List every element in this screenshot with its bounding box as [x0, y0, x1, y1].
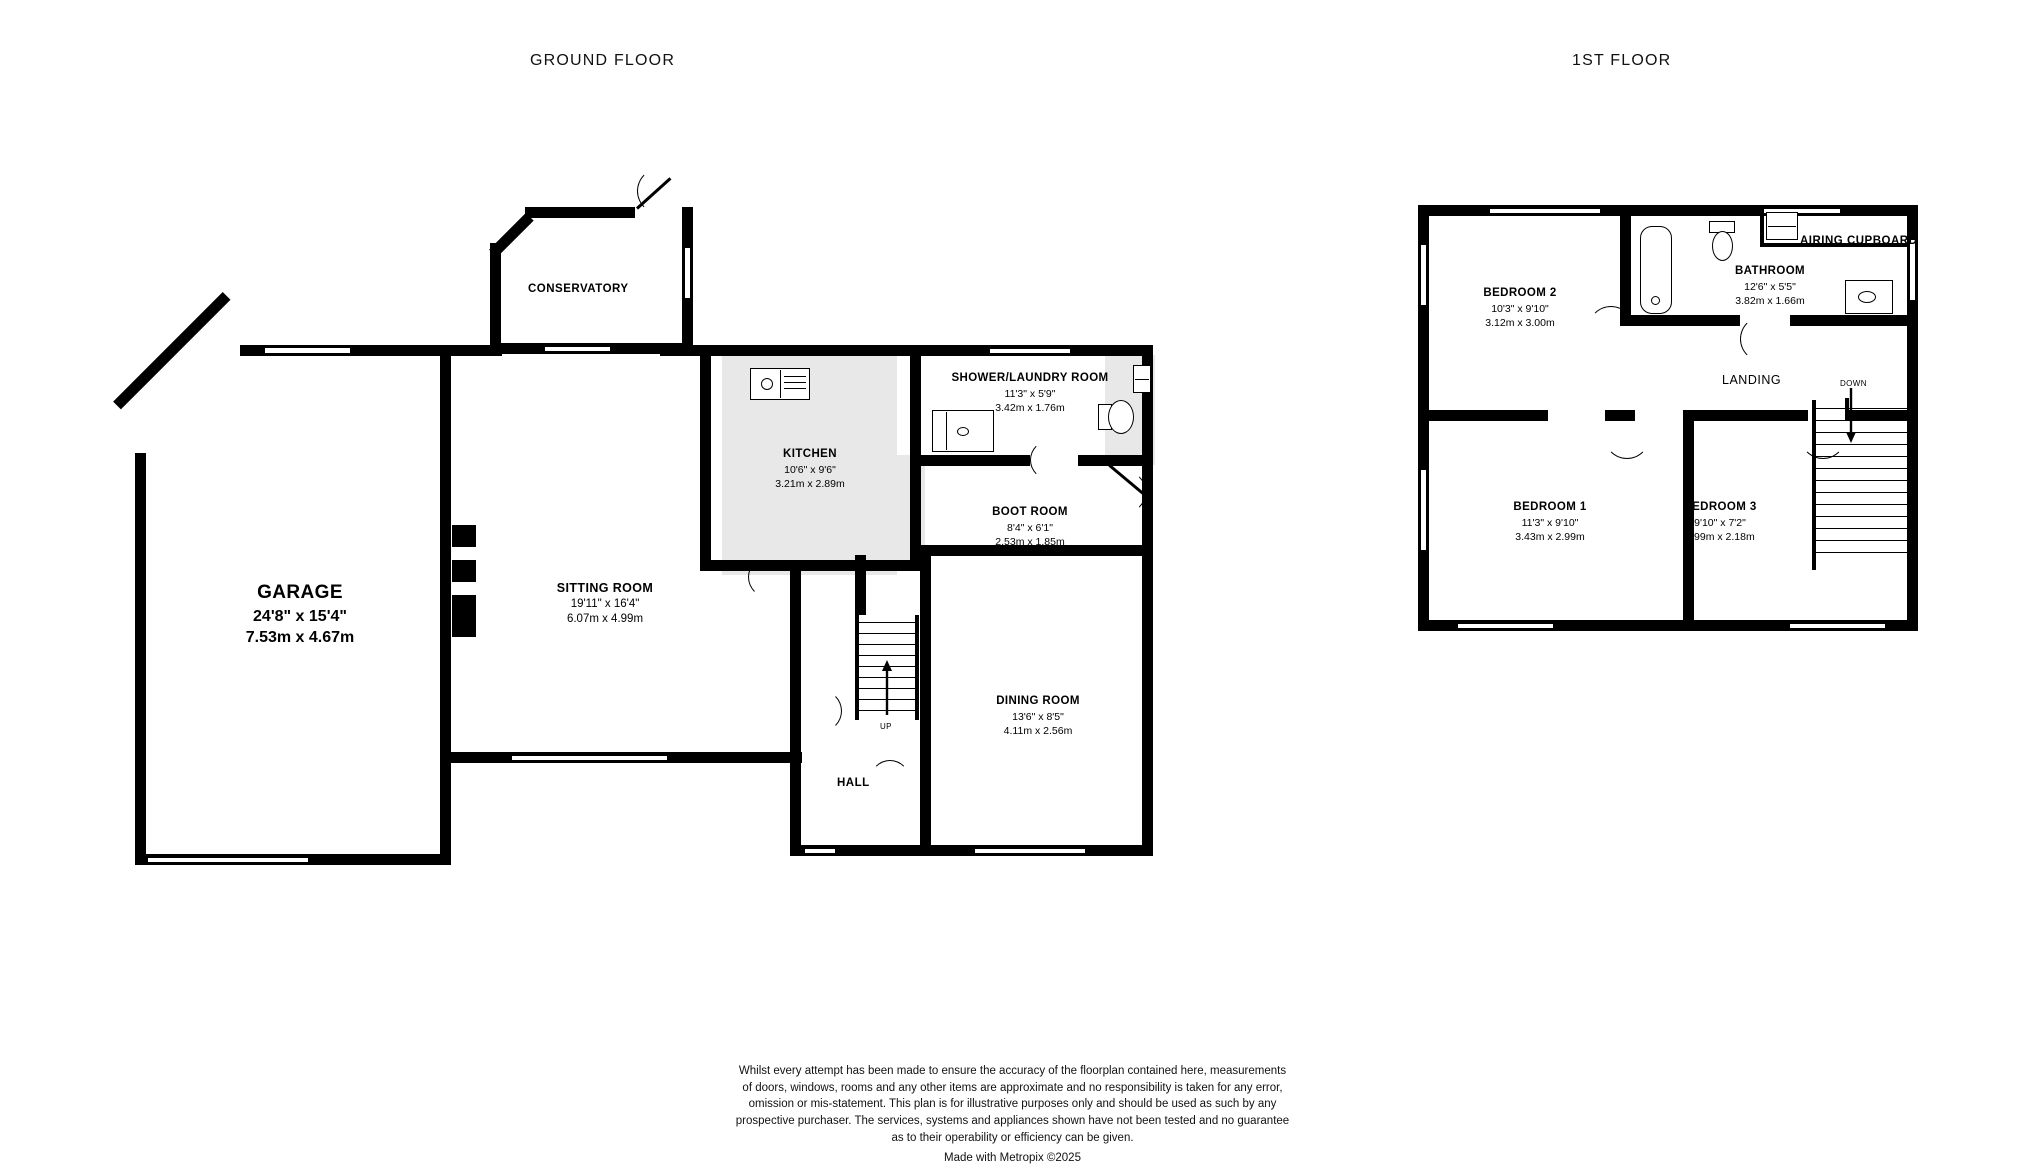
conservatory-door-arc — [637, 168, 683, 214]
room-imperial: 13'6" x 8'5" — [1012, 710, 1064, 723]
sitting-room-wall-top — [440, 345, 502, 356]
kitchen-wall-top — [705, 345, 920, 356]
room-metric: 2.99m x 2.18m — [1685, 530, 1755, 543]
bathroom-window-right — [1908, 240, 1917, 300]
room-name: BEDROOM 2 — [1483, 287, 1557, 299]
room-label-kitchen — [725, 447, 895, 491]
conservatory-wall-left — [490, 243, 501, 353]
sitting-room-door-arc — [748, 556, 790, 598]
hall-window-bottom — [805, 847, 835, 855]
sitting-room-wall-right-lower — [790, 560, 801, 763]
airing-cupboard-wall-left — [1760, 205, 1764, 245]
stairs-up-arrow — [880, 660, 894, 715]
bathroom-wall-bottom-2 — [1790, 315, 1908, 326]
kitchen-tap — [761, 378, 773, 390]
landing-stair-tread-1 — [1814, 408, 1907, 409]
room-name: BEDROOM 3 — [1683, 501, 1757, 513]
landing-stair-tread-6 — [1814, 468, 1907, 469]
stair-tread-2 — [857, 633, 917, 634]
room-label-bedroom-2 — [1420, 286, 1620, 330]
bedroom1-door-arc — [1604, 413, 1650, 459]
room-imperial: 10'6" x 9'6" — [784, 463, 836, 476]
dining-room-window-bottom — [975, 847, 1085, 855]
room-imperial: 9'10" x 7'2" — [1694, 516, 1746, 529]
room-label-garage — [180, 580, 420, 649]
room-metric: 4.11m x 2.56m — [1003, 724, 1073, 737]
landing-stair-tread-7 — [1814, 480, 1907, 481]
ground-floor-title: GROUND FLOOR — [530, 52, 676, 69]
kitchen-sink-line-1 — [784, 376, 806, 377]
bedroom2-wall-right — [1620, 205, 1631, 325]
room-metric: 6.07m x 4.99m — [566, 613, 644, 626]
bedroom1-window-left — [1419, 470, 1428, 550]
bedroom2-window-top — [1490, 207, 1600, 215]
dining-room-wall-left — [920, 556, 931, 856]
hall-wall-left — [790, 752, 801, 856]
disclaimer — [0, 1063, 2025, 1167]
airing-cupboard-shelf-line — [1768, 226, 1796, 227]
bathroom-door-arc — [1740, 316, 1786, 362]
room-label-conservatory: CONSERVATORY — [528, 283, 629, 295]
bathroom-toilet-bowl — [1712, 231, 1733, 261]
stairs-up-label: UP — [880, 722, 892, 731]
room-imperial: 11'3" x 5'9" — [1004, 387, 1056, 400]
sitting-room-wall-left — [440, 345, 451, 763]
room-name: BOOT ROOM — [992, 506, 1068, 518]
stair-tread-3 — [857, 644, 917, 645]
chimney-breast-upper — [452, 525, 476, 547]
stair-tread-1 — [857, 622, 917, 623]
room-imperial: 10'3" x 9'10" — [1491, 302, 1549, 315]
made-with-credit: Made with Metropix ©2025 — [944, 1152, 1081, 1165]
shower-drain — [957, 427, 969, 436]
room-label-boot-room — [930, 505, 1130, 549]
chimney-breast-lower — [452, 595, 476, 637]
stairs-wall-left — [855, 615, 859, 720]
dining-room-wall-right — [1142, 556, 1153, 856]
room-metric: 3.12m x 3.00m — [1485, 316, 1555, 329]
landing-down-arrow — [1844, 388, 1858, 443]
garage-window-bottom — [148, 856, 308, 864]
room-imperial: 24'8" x 15'4" — [253, 607, 347, 625]
kitchen-sink-line-2 — [784, 382, 806, 383]
kitchen-sink-line-3 — [784, 388, 806, 389]
washbasin-bowl — [1858, 291, 1876, 303]
room-name: KITCHEN — [783, 448, 837, 460]
disclaimer-line-5: as to their operability or efficiency can be given. — [891, 1131, 1134, 1144]
landing-stair-tread-12 — [1814, 540, 1907, 541]
room-label-hall: HALL — [837, 777, 870, 789]
sitting-room-window-bottom — [512, 754, 667, 762]
disclaimer-line-4: prospective purchaser. The services, systems and appliances shown have not been tested and no guarantee — [735, 1115, 1290, 1128]
landing-stair-tread-13 — [1814, 552, 1907, 553]
bath-plug — [1651, 296, 1660, 305]
conservatory-wall-angled — [489, 213, 534, 258]
room-label-landing: LANDING — [1722, 373, 1782, 387]
conservatory-window-right — [683, 248, 692, 298]
bathroom-wall-bottom — [1620, 315, 1740, 326]
kitchen-sink-divider — [780, 370, 781, 398]
stairs-wall-right — [915, 615, 919, 720]
room-label-dining-room — [938, 694, 1138, 738]
shower-screen — [946, 412, 947, 450]
disclaimer-line-3: omission or mis-statement. This plan is for illustrative purposes only and should be used as such by any — [748, 1098, 1277, 1111]
hall-door-arc-2 — [870, 760, 910, 800]
room-name: BEDROOM 1 — [1513, 501, 1587, 513]
sitting-room-wall-right — [700, 345, 711, 560]
room-label-shower-laundry-room — [910, 371, 1150, 415]
landing-stair-tread-8 — [1814, 492, 1907, 493]
landing-stair-tread-9 — [1814, 504, 1907, 505]
bedroom3-wall-top — [1683, 410, 1808, 421]
first-floor-title: 1ST FLOOR — [1572, 52, 1672, 69]
bedroom1-window-bottom — [1458, 622, 1553, 630]
kitchen-wall-bottom — [700, 560, 921, 571]
room-metric: 3.42m x 1.76m — [995, 401, 1065, 414]
hall-wall-stub — [855, 555, 866, 615]
room-name: BATHROOM — [1734, 265, 1806, 277]
landing-stair-tread-10 — [1814, 516, 1907, 517]
bedroom2-wall-bottom — [1418, 410, 1548, 421]
bedroom3-window-bottom — [1790, 622, 1885, 630]
room-imperial: 11'3" x 9'10" — [1521, 516, 1579, 529]
shower-room-window-top — [990, 347, 1070, 355]
disclaimer-line-2: of doors, windows, rooms and any other items are approximate and no responsibility is taken for any error, — [742, 1081, 1283, 1094]
room-imperial: 8'4" x 6'1" — [1007, 521, 1053, 534]
boot-room-wall-right-2 — [1142, 520, 1153, 545]
room-label-airing-cupboard: AIRING CUPBOARD — [1800, 235, 1918, 247]
room-metric: 7.53m x 4.67m — [245, 629, 355, 647]
kitchen-door-arc — [1030, 440, 1070, 480]
room-name: DINING ROOM — [996, 695, 1080, 707]
conservatory-window-bottom — [545, 345, 610, 353]
landing-stair-tread-11 — [1814, 528, 1907, 529]
bedroom3-door-arc — [1800, 413, 1846, 459]
hall-door-arc-1 — [800, 690, 842, 732]
room-label-sitting-room — [495, 580, 715, 628]
conservatory-wall-top — [525, 207, 635, 218]
room-imperial: 12'6" x 5'5" — [1744, 280, 1796, 293]
room-metric: 3.82m x 1.66m — [1735, 294, 1805, 307]
garage-wall-angled — [113, 292, 230, 409]
sitting-room-wall-top-2 — [660, 345, 705, 356]
shower-room-wall-bottom — [920, 455, 1030, 466]
garage-wall-left — [135, 453, 146, 865]
room-metric: 3.21m x 2.89m — [775, 477, 845, 490]
stair-tread-4 — [857, 655, 917, 656]
room-metric: 3.43m x 2.99m — [1515, 530, 1585, 543]
chimney-breast-mid — [452, 560, 476, 582]
room-imperial: 19'11" x 16'4" — [570, 597, 640, 610]
garage-window-top — [265, 346, 350, 355]
room-name: SITTING ROOM — [556, 581, 654, 595]
landing-down-label: DOWN — [1840, 379, 1867, 388]
disclaimer-line-1: Whilst every attempt has been made to ensure the accuracy of the floorplan contained here, measurements — [738, 1065, 1287, 1077]
room-metric: 2.53m x 1.85m — [995, 535, 1065, 548]
room-name: GARAGE — [257, 582, 343, 603]
room-label-bedroom-3 — [1620, 500, 1820, 544]
room-name: SHOWER/LAUNDRY ROOM — [951, 372, 1109, 384]
room-label-bathroom — [1680, 264, 1860, 308]
